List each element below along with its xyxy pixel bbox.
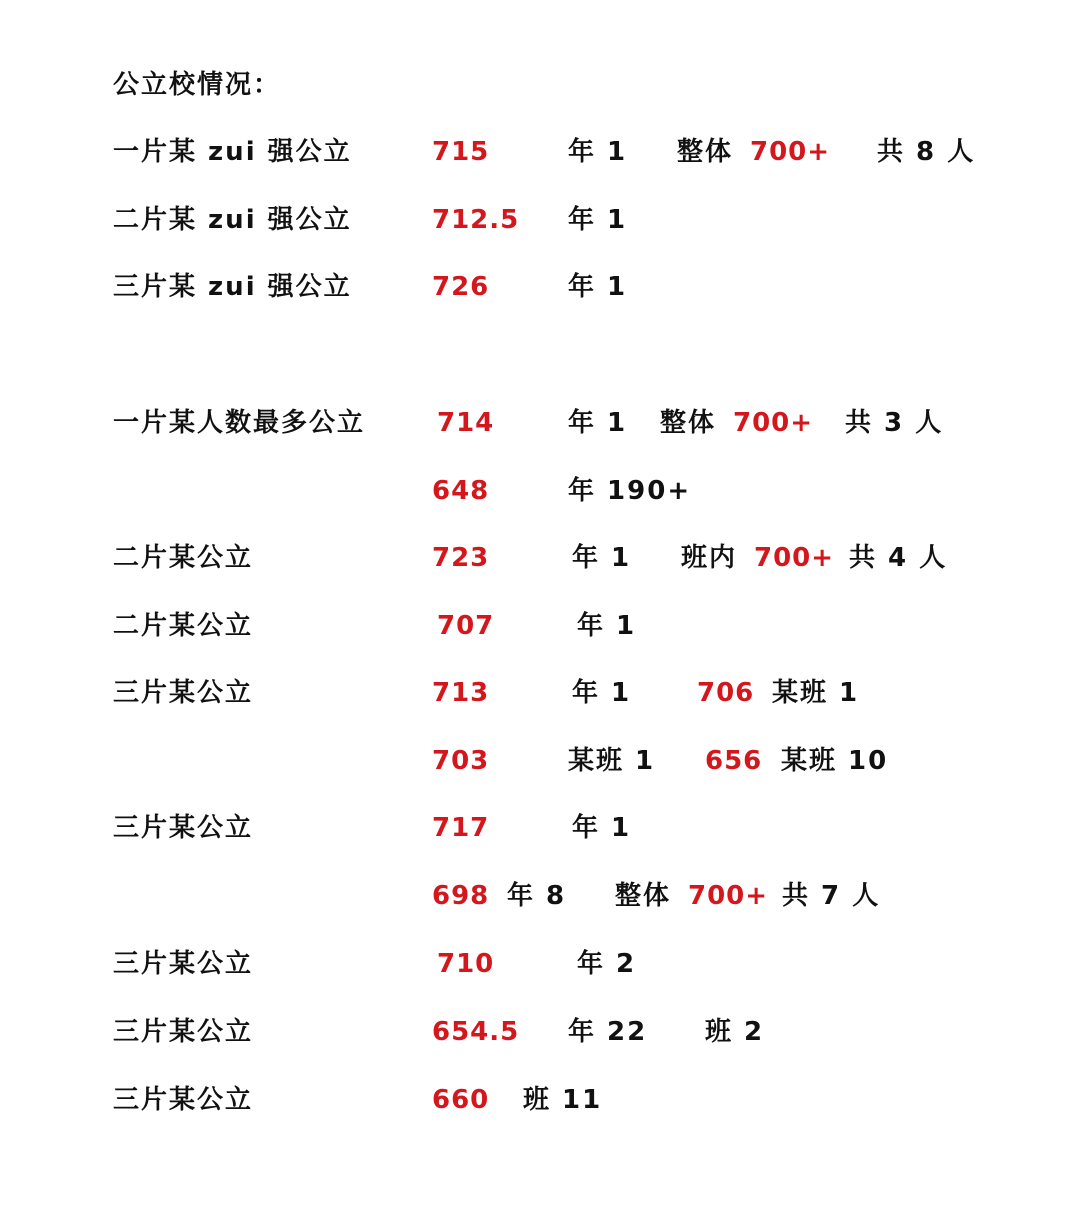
- rank-text-secondary: 某班 10: [781, 746, 889, 776]
- score-value: 660: [432, 1085, 490, 1115]
- school-name: 三片某公立: [113, 678, 254, 708]
- score-value: 726: [432, 272, 490, 302]
- rank-text: 年 1: [568, 272, 628, 302]
- extra-value: 700+: [733, 408, 814, 438]
- rank-text: 某班 1: [568, 746, 656, 776]
- school-name: 二片某公立: [113, 543, 254, 573]
- rank-text: 班 11: [523, 1085, 603, 1115]
- school-name: 三片某公立: [113, 1085, 254, 1115]
- score-value: 723: [432, 543, 490, 573]
- extra-value: 700+: [754, 543, 835, 573]
- rank-text-secondary: 班 2: [705, 1017, 765, 1047]
- score-value: 715: [432, 137, 490, 167]
- school-name: 三片某公立: [113, 813, 254, 843]
- school-name: 三片某 zui 强公立: [113, 272, 352, 302]
- extra-value: 700+: [750, 137, 831, 167]
- rank-text: 年 1: [568, 137, 628, 167]
- school-name: 一片某人数最多公立: [113, 408, 366, 438]
- rank-text: 年 1: [572, 543, 632, 573]
- rank-text: 年 1: [568, 205, 628, 235]
- rank-text: 年 2: [577, 949, 637, 979]
- score-value: 710: [437, 949, 495, 979]
- extra-label: 班内: [681, 543, 738, 573]
- rank-text: 年 22: [568, 1017, 648, 1047]
- score-value: 707: [437, 611, 495, 641]
- extra-label: 整体: [660, 408, 717, 438]
- rank-text: 年 1: [572, 813, 632, 843]
- count-text: 共 7 人: [782, 881, 881, 911]
- school-name: 二片某 zui 强公立: [113, 205, 352, 235]
- heading: 公立校情况：: [113, 70, 282, 100]
- rank-text: 年 1: [577, 611, 637, 641]
- school-name: 三片某公立: [113, 1017, 254, 1047]
- score-value: 698: [432, 881, 490, 911]
- rank-text: 年 1: [572, 678, 632, 708]
- score-value: 648: [432, 476, 490, 506]
- extra-label: 整体: [615, 881, 672, 911]
- rank-text-secondary: 某班 1: [772, 678, 860, 708]
- extra-label: 整体: [677, 137, 734, 167]
- school-name: 一片某 zui 强公立: [113, 137, 352, 167]
- count-text: 共 8 人: [877, 137, 976, 167]
- rank-text: 年 190+: [568, 476, 692, 506]
- count-text: 共 3 人: [845, 408, 944, 438]
- score-value: 712.5: [432, 205, 520, 235]
- score-value-secondary: 706: [697, 678, 755, 708]
- score-value: 654.5: [432, 1017, 520, 1047]
- score-value-secondary: 656: [705, 746, 763, 776]
- score-value: 713: [432, 678, 490, 708]
- score-value: 714: [437, 408, 495, 438]
- score-value: 717: [432, 813, 490, 843]
- rank-text: 年 1: [568, 408, 628, 438]
- school-name: 三片某公立: [113, 949, 254, 979]
- extra-value: 700+: [688, 881, 769, 911]
- score-value: 703: [432, 746, 490, 776]
- school-name: 二片某公立: [113, 611, 254, 641]
- count-text: 共 4 人: [849, 543, 948, 573]
- rank-text: 年 8: [507, 881, 567, 911]
